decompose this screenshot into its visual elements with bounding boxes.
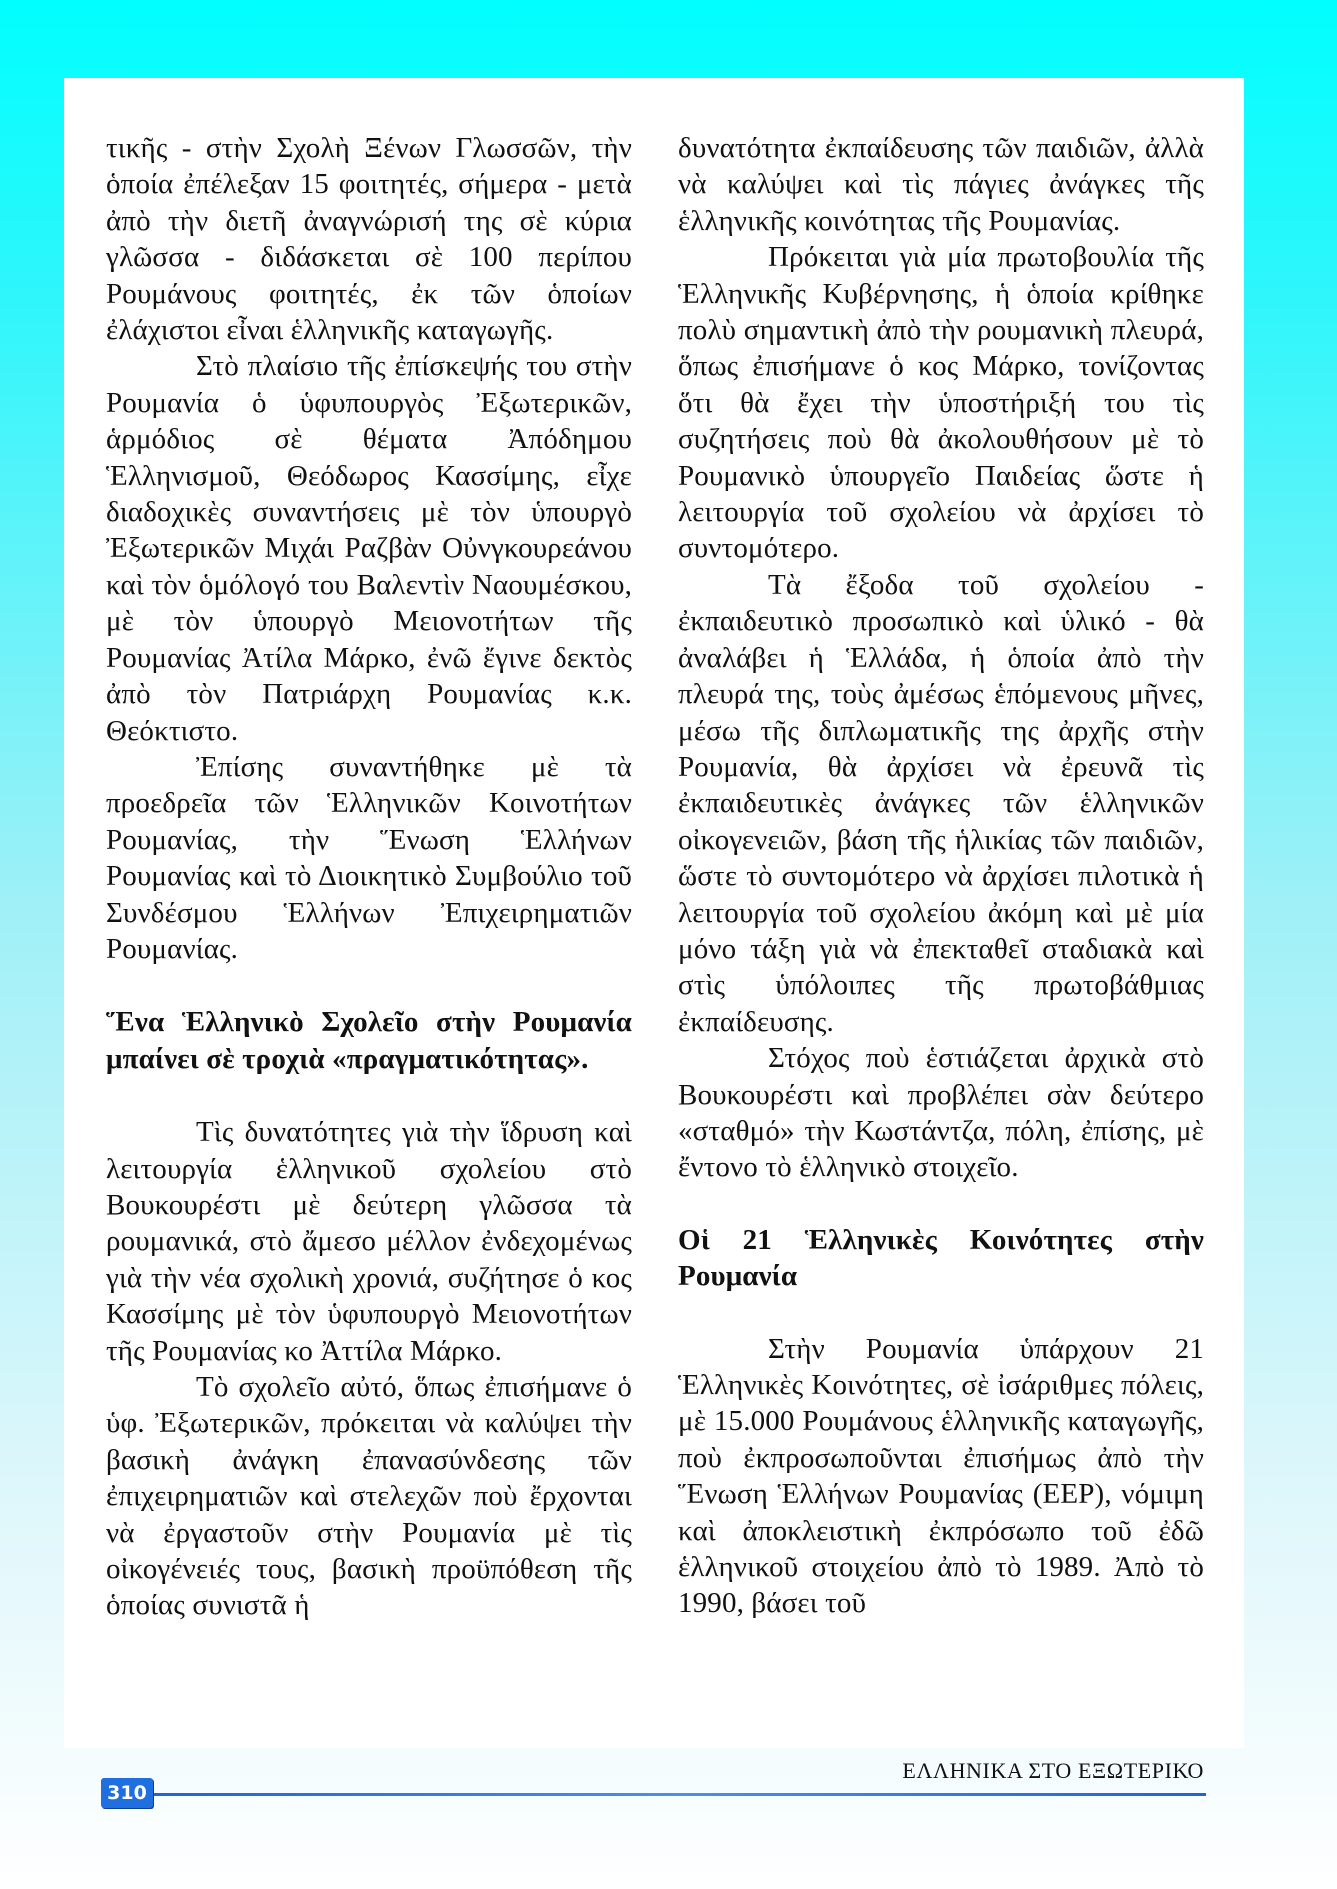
page-sheet <box>64 78 1244 1748</box>
paragraph: Στὸ πλαίσιο τῆς ἐπίσκεψής του στὴν Ρουμανία ὁ ὑφυπουργὸς Ἐξωτερικῶν, ἁρμόδιος σὲ θέματα Ἀπόδημου Ἑλληνισμοῦ, Θεόδωρος Κασσίμης, εἶχε διαδοχικὲς συναντήσεις μὲ τὸν ὑπουργὸ Ἐξωτερικῶν Μιχάι Ραζβὰν Οὐνγκουρεάνου καὶ τὸν ὁμόλογό του Βαλεντὶν Ναουμέσκου, μὲ τὸν ὑπουργὸ Μειονοτήτων τῆς Ρουμανίας Ἀτίλα Μάρκο, ἐνῶ ἔγινε δεκτὸς ἀπὸ τὸν Πατριάρχη Ρουμανίας κ.κ. Θεόκτιστο. <box>106 350 632 747</box>
paragraph: τικῆς - στὴν Σχολὴ Ξένων Γλωσσῶν, τὴν ὁποία ἐπέλεξαν 15 φοιτητές, σήμερα - μετὰ ἀπὸ τὴν διετῆ ἀναγνώρισή της σὲ κύρια γλῶσσα - διδάσκεται σὲ 100 περίπου Ρουμάνους φοιτητές, ἐκ τῶν ὁποίων ἐλάχιστοι εἶναι ἑλληνικῆς καταγωγῆς. <box>106 132 632 347</box>
section-heading: Ἕνα Ἑλληνικὸ Σχολεῖο στὴν Ρουμανία μπαίνει σὲ τροχιὰ «πραγματικότητας». <box>106 1006 632 1075</box>
left-column <box>106 130 632 1624</box>
section-heading: Οἱ 21 Ἑλληνικὲς Κοινότητες στὴν Ρουμανία <box>678 1223 1204 1293</box>
spacer <box>106 967 632 1004</box>
paragraph: δυνατότητα ἐκπαίδευσης τῶν παιδιῶν, ἀλλὰ νὰ καλύψει καὶ τὶς πάγιες ἀνάγκες τῆς ἑλληνικῆς κοινότητας τῆς Ρουμανίας. <box>678 132 1204 237</box>
footer-rule <box>150 1793 1206 1796</box>
paragraph: Πρόκειται γιὰ μία πρωτοβουλία τῆς Ἑλληνικῆς Κυβέρνησης, ἡ ὁποία κρίθηκε πολὺ σημαντικὴ ἀπὸ τὴν ρουμανικὴ πλευρά, ὅπως ἐπισήμανε ὁ κος Μάρκο, τονίζοντας ὅτι θὰ ἔχει τὴν ὑποστήριξή του τὶς συζητήσεις ποὺ θὰ ἀκολουθήσουν μὲ τὸ Ρουμανικὸ ὑπουργεῖο Παιδείας ὥστε ἡ λειτουργία τοῦ σχολείου νὰ ἀρχίσει τὸ συντομότερο. <box>678 241 1204 565</box>
spacer <box>678 1295 1204 1331</box>
paragraph: Τὶς δυνατότητες γιὰ τὴν ἵδρυση καὶ λειτουργία ἑλληνικοῦ σχολείου στὸ Βουκουρέστι μὲ δεύτερη γλῶσσα τὰ ρουμανικά, στὸ ἄμεσο μέλλον ἐνδεχομένως γιὰ τὴν νέα σχολικὴ χρονιά, συζήτησε ὁ κος Κασσίμης μὲ τὸν ὑφυπουργὸ Μειονοτήτων τῆς Ρουμανίας κο Ἀττίλα Μάρκο. <box>106 1116 632 1367</box>
spacer <box>678 1186 1204 1222</box>
page-number-badge: 310 <box>101 1778 153 1808</box>
running-title: ΕΛΛΗΝΙΚΑ ΣΤΟ ΕΞΩΤΕΡΙΚΟ <box>902 1758 1204 1783</box>
right-column <box>678 130 1204 1622</box>
paragraph: Στὴν Ρουμανία ὑπάρχουν 21 Ἑλληνικὲς Κοινότητες, σὲ ἰσάριθμες πόλεις, μὲ 15.000 Ρουμάνους ἑλληνικῆς καταγωγῆς, ποὺ ἐκπροσωποῦνται ἐπισήμως ἀπὸ τὴν Ἕνωση Ἑλλήνων Ρουμανίας (ΕΕΡ), νόμιμη καὶ ἀποκλειστικὴ ἐκπρόσωπο τοῦ ἐδῶ ἑλληνικοῦ στοιχείου ἀπὸ τὸ 1989. Ἀπὸ τὸ 1990, βάσει τοῦ <box>678 1332 1204 1620</box>
paragraph: Στόχος ποὺ ἑστιάζεται ἀρχικὰ στὸ Βουκουρέστι καὶ προβλέπει σὰν δεύτερο «σταθμό» τὴν Κωστάντζα, πόλη, ἐπίσης, μὲ ἔντονο τὸ ἑλληνικὸ στοιχεῖο. <box>678 1042 1204 1184</box>
paragraph: Ἐπίσης συναντήθηκε μὲ τὰ προεδρεῖα τῶν Ἑλληνικῶν Κοινοτήτων Ρουμανίας, τὴν Ἕνωση Ἑλλήνων Ρουμανίας καὶ τὸ Διοικητικὸ Συμβούλιο τοῦ Συνδέσμου Ἑλλήνων Ἐπιχειρηματιῶν Ρουμανίας. <box>106 750 632 965</box>
spacer <box>106 1077 632 1114</box>
paragraph: Τὰ ἔξοδα τοῦ σχολείου - ἐκπαιδευτικὸ προσωπικὸ καὶ ὑλικό - θὰ ἀναλάβει ἡ Ἑλλάδα, ἡ ὁποία ἀπὸ τὴν πλευρά της, τοὺς ἀμέσως ἑπόμενους μῆνες, μέσω τῆς διπλωματικῆς της ἀρχῆς στὴν Ρουμανία, θὰ ἀρχίσει νὰ ἐρευνᾶ τὶς ἐκπαιδευτικὲς ἀνάγκες τῶν ἑλληνικῶν οἰκογενειῶν, βάση τῆς ἡλικίας τῶν παιδιῶν, ὥστε τὸ συντομότερο νὰ ἀρχίσει πιλοτικὰ ἡ λειτουργία τοῦ σχολείου ἀκόμη καὶ μὲ μία μόνο τάξη γιὰ νὰ ἐπεκταθεῖ σταδιακὰ καὶ στὶς ὑπόλοιπες τῆς πρωτοβάθμιας ἐκπαίδευσης. <box>678 568 1204 1038</box>
paragraph: Τὸ σχολεῖο αὐτό, ὅπως ἐπισήμανε ὁ ὑφ. Ἐξωτερικῶν, πρόκειται νὰ καλύψει τὴν βασικὴ ἀνάγκη ἐπανασύνδεσης τῶν ἐπιχειρηματιῶν καὶ στελεχῶν ποὺ ἔρχονται νὰ ἐργαστοῦν στὴν Ρουμανία μὲ τὶς οἰκογένειές τους, βασικὴ προϋπόθεση τῆς ὁποίας συνιστᾶ ἡ <box>106 1371 632 1622</box>
